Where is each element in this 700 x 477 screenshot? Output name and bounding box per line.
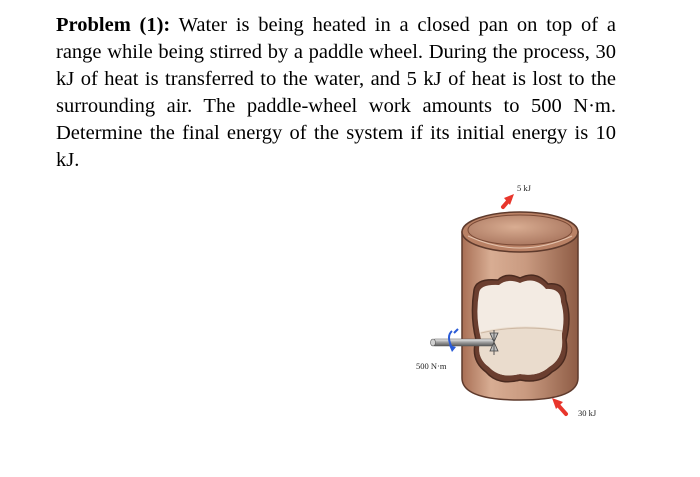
problem-body: Water is being heated in a closed pan on top of a range while being stirred by a paddle wheel. During the process, 30 kJ of heat is transferred to the water, and 5 kJ of heat is lost to the surrounding air. The paddle-wheel work amounts to 500 N·m. Determine the final energy of the system if its initial energy is 10 kJ. bbox=[56, 14, 616, 171]
problem-heading: Problem (1): bbox=[56, 14, 171, 36]
heat-in-label: 30 kJ bbox=[578, 408, 597, 418]
water-cutaway bbox=[472, 275, 569, 382]
heat-loss-arrow bbox=[503, 194, 514, 207]
heat-input-arrow bbox=[552, 398, 566, 414]
heat-lost-label: 5 kJ bbox=[517, 183, 531, 193]
work-label: 500 N·m bbox=[416, 361, 447, 371]
